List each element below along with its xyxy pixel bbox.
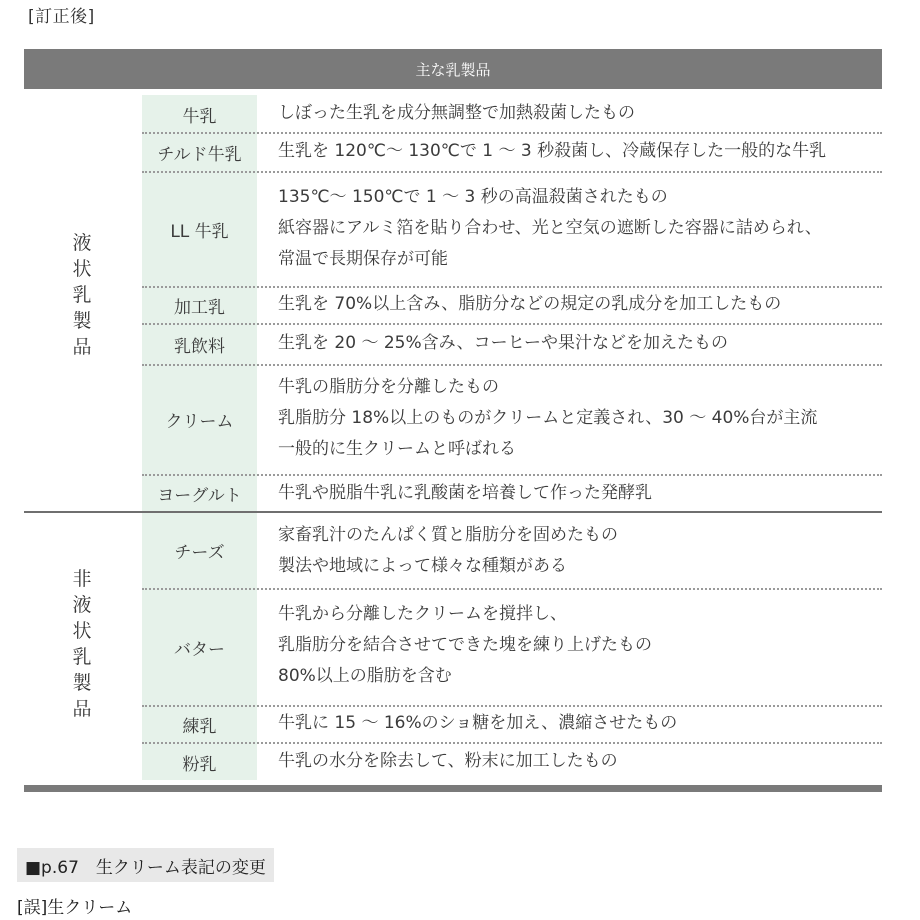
table-row — [142, 476, 882, 511]
product-desc-line: 牛乳や脱脂牛乳に乳酸菌を培養して作った発酵乳 — [278, 483, 652, 503]
product-desc-line: 牛乳から分離したクリームを撹拌し、 — [278, 604, 567, 624]
table-row — [142, 288, 882, 322]
table-bottom-border — [24, 785, 882, 792]
product-desc-line: 牛乳の水分を除去して、粉末に加工したもの — [278, 751, 618, 771]
table-header — [24, 49, 882, 89]
product-name: 牛乳 — [182, 106, 217, 127]
correction-heading: ■p.67 生クリーム表記の変更 — [17, 848, 274, 882]
product-desc-line: 紙容器にアルミ箔を貼り合わせ、光と空気の遮断した容器に詰められ、 — [278, 218, 822, 238]
product-name: ヨーグルト — [157, 486, 242, 506]
product-desc-line: 常温で長期保存が可能 — [278, 249, 448, 269]
table-row — [142, 590, 882, 704]
product-name: 粉乳 — [182, 754, 217, 775]
category-liquid: 液 状 乳 製 品 — [72, 232, 92, 358]
product-name: LL 牛乳 — [170, 221, 229, 242]
product-desc-line: 家畜乳汁のたんぱく質と脂肪分を固めたもの — [278, 525, 618, 545]
table-row — [142, 744, 882, 780]
product-desc-line: 135℃～ 150℃で 1 ～ 3 秒の高温殺菌されたもの — [278, 187, 668, 207]
section-divider — [24, 511, 882, 513]
table-row — [142, 366, 882, 473]
product-desc-line: 牛乳に 15 ～ 16%のショ糖を加え、濃縮させたもの — [278, 713, 678, 733]
product-desc-line: 乳脂肪分 18%以上のものがクリームと定義され、30 ～ 40%台が主流 — [278, 408, 818, 428]
product-name: チルド牛乳 — [157, 144, 242, 165]
product-name: バター — [174, 639, 225, 660]
page-label: [訂正後] — [28, 7, 95, 27]
table-row — [142, 514, 882, 587]
table-row — [142, 325, 882, 363]
product-desc-line: 乳脂肪分を結合させてできた塊を練り上げたもの — [278, 635, 652, 655]
product-name: 加工乳 — [174, 297, 225, 318]
product-name: 乳飲料 — [174, 336, 225, 357]
product-name: 練乳 — [182, 716, 217, 737]
product-desc-line: 牛乳の脂肪分を分離したもの — [278, 377, 499, 397]
product-name: クリーム — [165, 412, 234, 432]
product-desc-line: 一般的に生クリームと呼ばれる — [278, 439, 516, 459]
product-name: チーズ — [174, 543, 225, 563]
product-desc-line: 生乳を 120℃～ 130℃で 1 ～ 3 秒殺菌し、冷蔵保存した一般的な牛乳 — [278, 141, 827, 161]
table-row — [142, 134, 882, 170]
product-desc-line: 生乳を 20 ～ 25%含み、コーヒーや果汁などを加えたもの — [278, 333, 728, 353]
product-desc-line: 80%以上の脂肪を含む — [278, 666, 452, 686]
product-desc-line: 生乳を 70%以上含み、脂肪分などの規定の乳成分を加工したもの — [278, 294, 782, 314]
category-non-liquid: 非 液 状 乳 製 品 — [72, 568, 92, 720]
product-desc-line: 製法や地域によって様々な種類がある — [278, 556, 567, 576]
table-row — [142, 173, 882, 285]
product-desc-line: しぼった生乳を成分無調整で加熱殺菌したもの — [278, 103, 635, 123]
table-row — [142, 97, 882, 131]
correction-error-line: [誤]生クリーム — [17, 898, 133, 918]
table-row — [142, 707, 882, 741]
table-title: 主な乳製品 — [415, 60, 491, 79]
